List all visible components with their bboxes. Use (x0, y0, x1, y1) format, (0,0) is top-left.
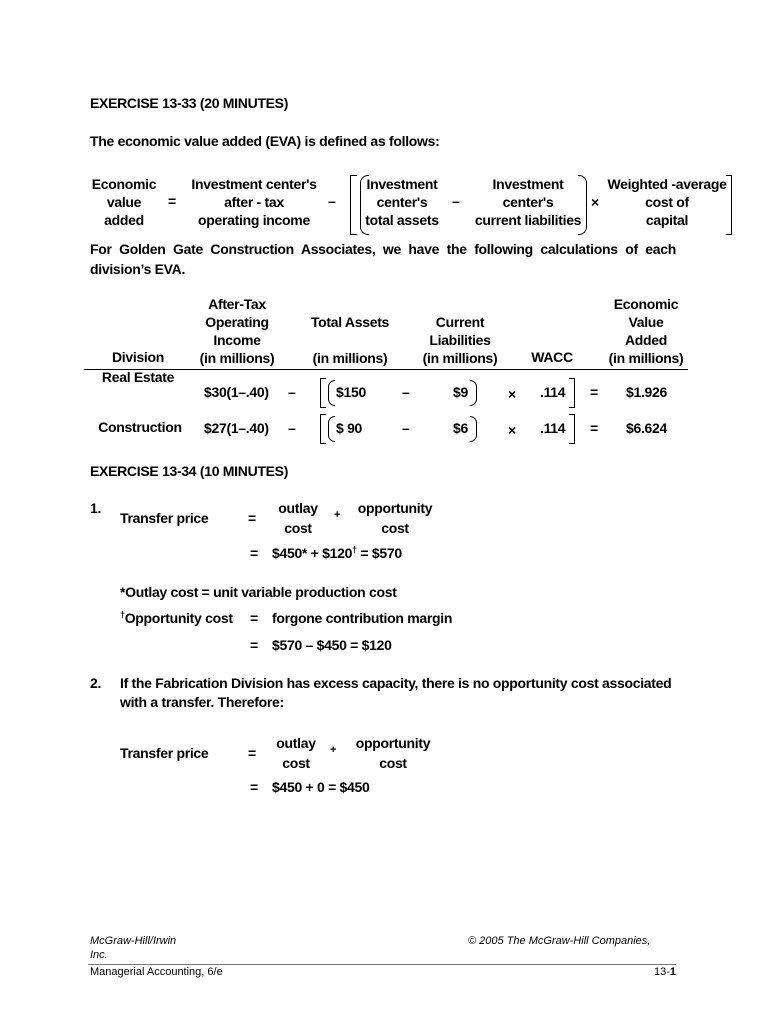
row-left-paren (328, 416, 335, 442)
cell-income: $27(1–.40) (204, 420, 269, 436)
header-income: After-Tax Operating Income (in millions) (199, 296, 275, 366)
opportunity-note-label: †Opportunity cost (120, 609, 233, 626)
cell-minus-2: – (402, 420, 410, 436)
formula-times: × (591, 194, 599, 210)
cell-liabilities: $6 (453, 420, 468, 436)
formula-minus-2: – (452, 193, 460, 209)
opportunity-calc-equals: = (250, 637, 258, 653)
cell-income: $30(1–.40) (204, 384, 269, 400)
cell-times: × (508, 386, 516, 402)
cell-division: Real Estate (101, 369, 175, 385)
formula-term-liabilities: Investment center's current liabilities (474, 176, 582, 228)
plus-sign: + (334, 509, 341, 521)
cell-minus: – (288, 420, 296, 436)
outlay-note: *Outlay cost = unit variable production cost (120, 584, 397, 600)
formula-minus: – (328, 193, 336, 209)
cell-assets: $150 (336, 384, 366, 400)
formula-left-bracket (350, 175, 357, 235)
cell-equals: = (590, 384, 598, 400)
outlay-cost: outlay cost (276, 735, 316, 771)
exercise-13-34-heading: EXERCISE 13-34 (10 MINUTES) (90, 463, 289, 479)
footer-publisher-suffix: Inc. (90, 949, 108, 961)
cell-liabilities: $9 (453, 384, 468, 400)
formula-term-wacc: Weighted -average cost of capital (607, 176, 727, 228)
opportunity-calc: $570 – $450 = $120 (272, 637, 392, 653)
cell-wacc: .114 (540, 384, 566, 400)
formula-term-income: Investment center's after - tax operating income (191, 176, 317, 228)
opportunity-cost: opportunity cost (357, 500, 433, 536)
header-division: Division (111, 349, 165, 365)
row-right-paren (470, 380, 477, 406)
transfer-price-label: Transfer price (120, 510, 209, 526)
footer-publisher: McGraw-Hill/Irwin (90, 935, 177, 947)
eva-intro: The economic value added (EVA) is defined as follows: (90, 133, 440, 149)
formula-term-assets: Investment center's total assets (365, 176, 439, 228)
eva-paragraph: For Golden Gate Construction Associates, we have the following calculations of each division’s EVA. (90, 241, 676, 277)
opportunity-note-value: forgone contribution margin (272, 610, 453, 626)
formula-equals: = (168, 193, 176, 209)
transfer-price-calc: $450 + 0 = $450 (272, 779, 370, 795)
calc-equals: = (250, 779, 258, 795)
cell-times: × (508, 422, 516, 438)
outlay-cost: outlay cost (278, 500, 318, 536)
cell-eva: $6.624 (626, 420, 668, 436)
transfer-price-equals: = (248, 510, 256, 526)
exercise-13-33-heading: EXERCISE 13-33 (20 MINUTES) (90, 95, 289, 111)
opportunity-cost: opportunity cost (355, 735, 431, 771)
plus-sign: + (330, 744, 337, 756)
cell-minus-2: – (402, 384, 410, 400)
cell-wacc: .114 (540, 420, 566, 436)
formula-right-paren (578, 175, 587, 235)
row-left-bracket (320, 378, 326, 408)
cell-assets: $ 90 (336, 420, 363, 436)
footer-book-title: Managerial Accounting, 6/e (90, 966, 223, 978)
row-right-bracket (569, 414, 575, 444)
row-right-bracket (569, 378, 575, 408)
header-liabilities: Current Liabilities (in millions) (422, 314, 498, 366)
cell-division: Construction (98, 419, 182, 435)
footer-rule (88, 964, 676, 965)
footer-page-number: 13-1 (653, 966, 676, 978)
header-assets: Total Assets (in millions) (310, 314, 390, 366)
transfer-price-equals: = (248, 745, 256, 761)
row-right-paren (470, 416, 477, 442)
row-left-paren (328, 380, 335, 406)
row-left-bracket (320, 414, 326, 444)
part-2-text-line-2: with a transfer. Therefore: (120, 694, 284, 710)
part-2-text-line-1: If the Fabrication Division has excess capacity, there is no opportunity cost associated (120, 675, 672, 691)
formula-lhs: Economic value added (91, 176, 157, 228)
formula-right-bracket (726, 175, 732, 235)
cell-minus: – (288, 384, 296, 400)
cell-eva: $1.926 (626, 384, 668, 400)
header-eva: Economic Value Added (in millions) (608, 296, 684, 366)
cell-equals: = (590, 420, 598, 436)
header-wacc: WACC (531, 349, 573, 365)
part-1-number: 1. (90, 500, 102, 516)
transfer-price-calc: $450* + $120† = $570 (272, 544, 402, 561)
transfer-price-label: Transfer price (120, 745, 209, 761)
opportunity-note-equals: = (250, 610, 258, 626)
part-2-number: 2. (90, 675, 102, 691)
calc-equals: = (250, 545, 258, 561)
footer-copyright: © 2005 The McGraw-Hill Companies, (468, 935, 651, 947)
